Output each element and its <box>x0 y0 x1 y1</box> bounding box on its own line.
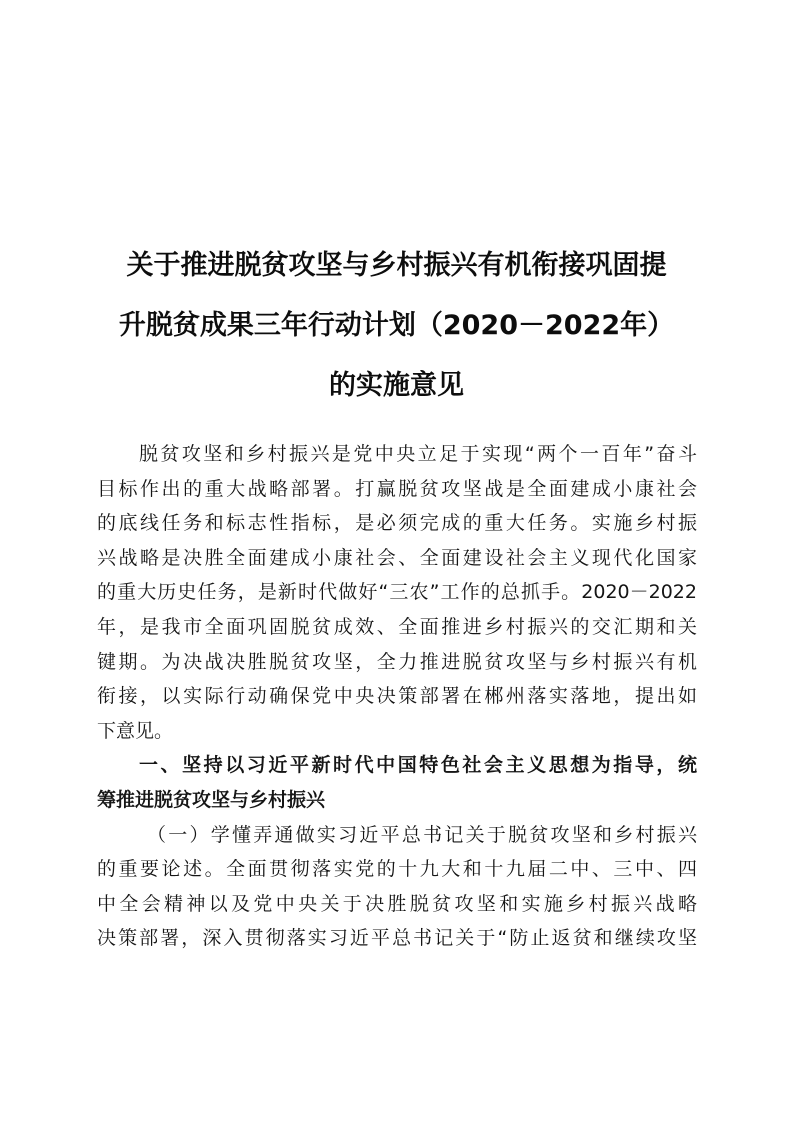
title-line: 关于推进脱贫攻坚与乡村振兴有机衔接巩固提 <box>126 250 667 281</box>
text-line: 中全会精神以及党中央关于决胜脱贫攻坚和实施乡村振兴战略 <box>97 892 697 915</box>
text-line: （一）学懂弄通做实习近平总书记关于脱贫攻坚和乡村振兴 <box>147 823 697 846</box>
text-line: 键期。为决战决胜脱贫攻坚，全力推进脱贫攻坚与乡村振兴有机 <box>97 650 697 673</box>
section-paragraph <box>97 818 697 956</box>
text-line: 目标作出的重大战略部署。打赢脱贫攻坚战是全面建成小康社会 <box>97 477 697 500</box>
text-line: 下意见。 <box>97 719 174 742</box>
text-line: 年，是我市全面巩固脱贫成效、全面推进乡村振兴的交汇期和关 <box>97 615 697 638</box>
text-line: 的重大历史任务，是新时代做好“三农”工作的总抓手。2020－2022 <box>97 581 697 604</box>
heading-line: 筹推进脱贫攻坚与乡村振兴 <box>97 788 326 811</box>
section-heading <box>97 748 697 817</box>
text-line: 兴战略是决胜全面建成小康社会、全面建设社会主义现代化国家 <box>97 546 697 569</box>
intro-paragraph <box>97 437 697 748</box>
text-line: 决策部署，深入贯彻落实习近平总书记关于“防止返贫和继续攻坚 <box>97 927 697 950</box>
heading-line: 一、坚持以习近平新时代中国特色社会主义思想为指导，统 <box>139 754 697 777</box>
title-line: 升脱贫成果三年行动计划（2020－2022年） <box>118 310 675 341</box>
document-body <box>97 437 697 956</box>
text-line: 脱贫攻坚和乡村振兴是党中央立足于实现“两个一百年”奋斗 <box>139 443 697 465</box>
document-title <box>98 236 695 416</box>
text-line: 的底线任务和标志性指标，是必须完成的重大任务。实施乡村振 <box>97 512 697 535</box>
title-line: 的实施意见 <box>329 370 464 401</box>
text-line: 的重要论述。全面贯彻落实党的十九大和十九届二中、三中、四 <box>97 858 697 881</box>
text-line: 衔接，以实际行动确保党中央决策部署在郴州落实落地，提出如 <box>97 685 697 708</box>
